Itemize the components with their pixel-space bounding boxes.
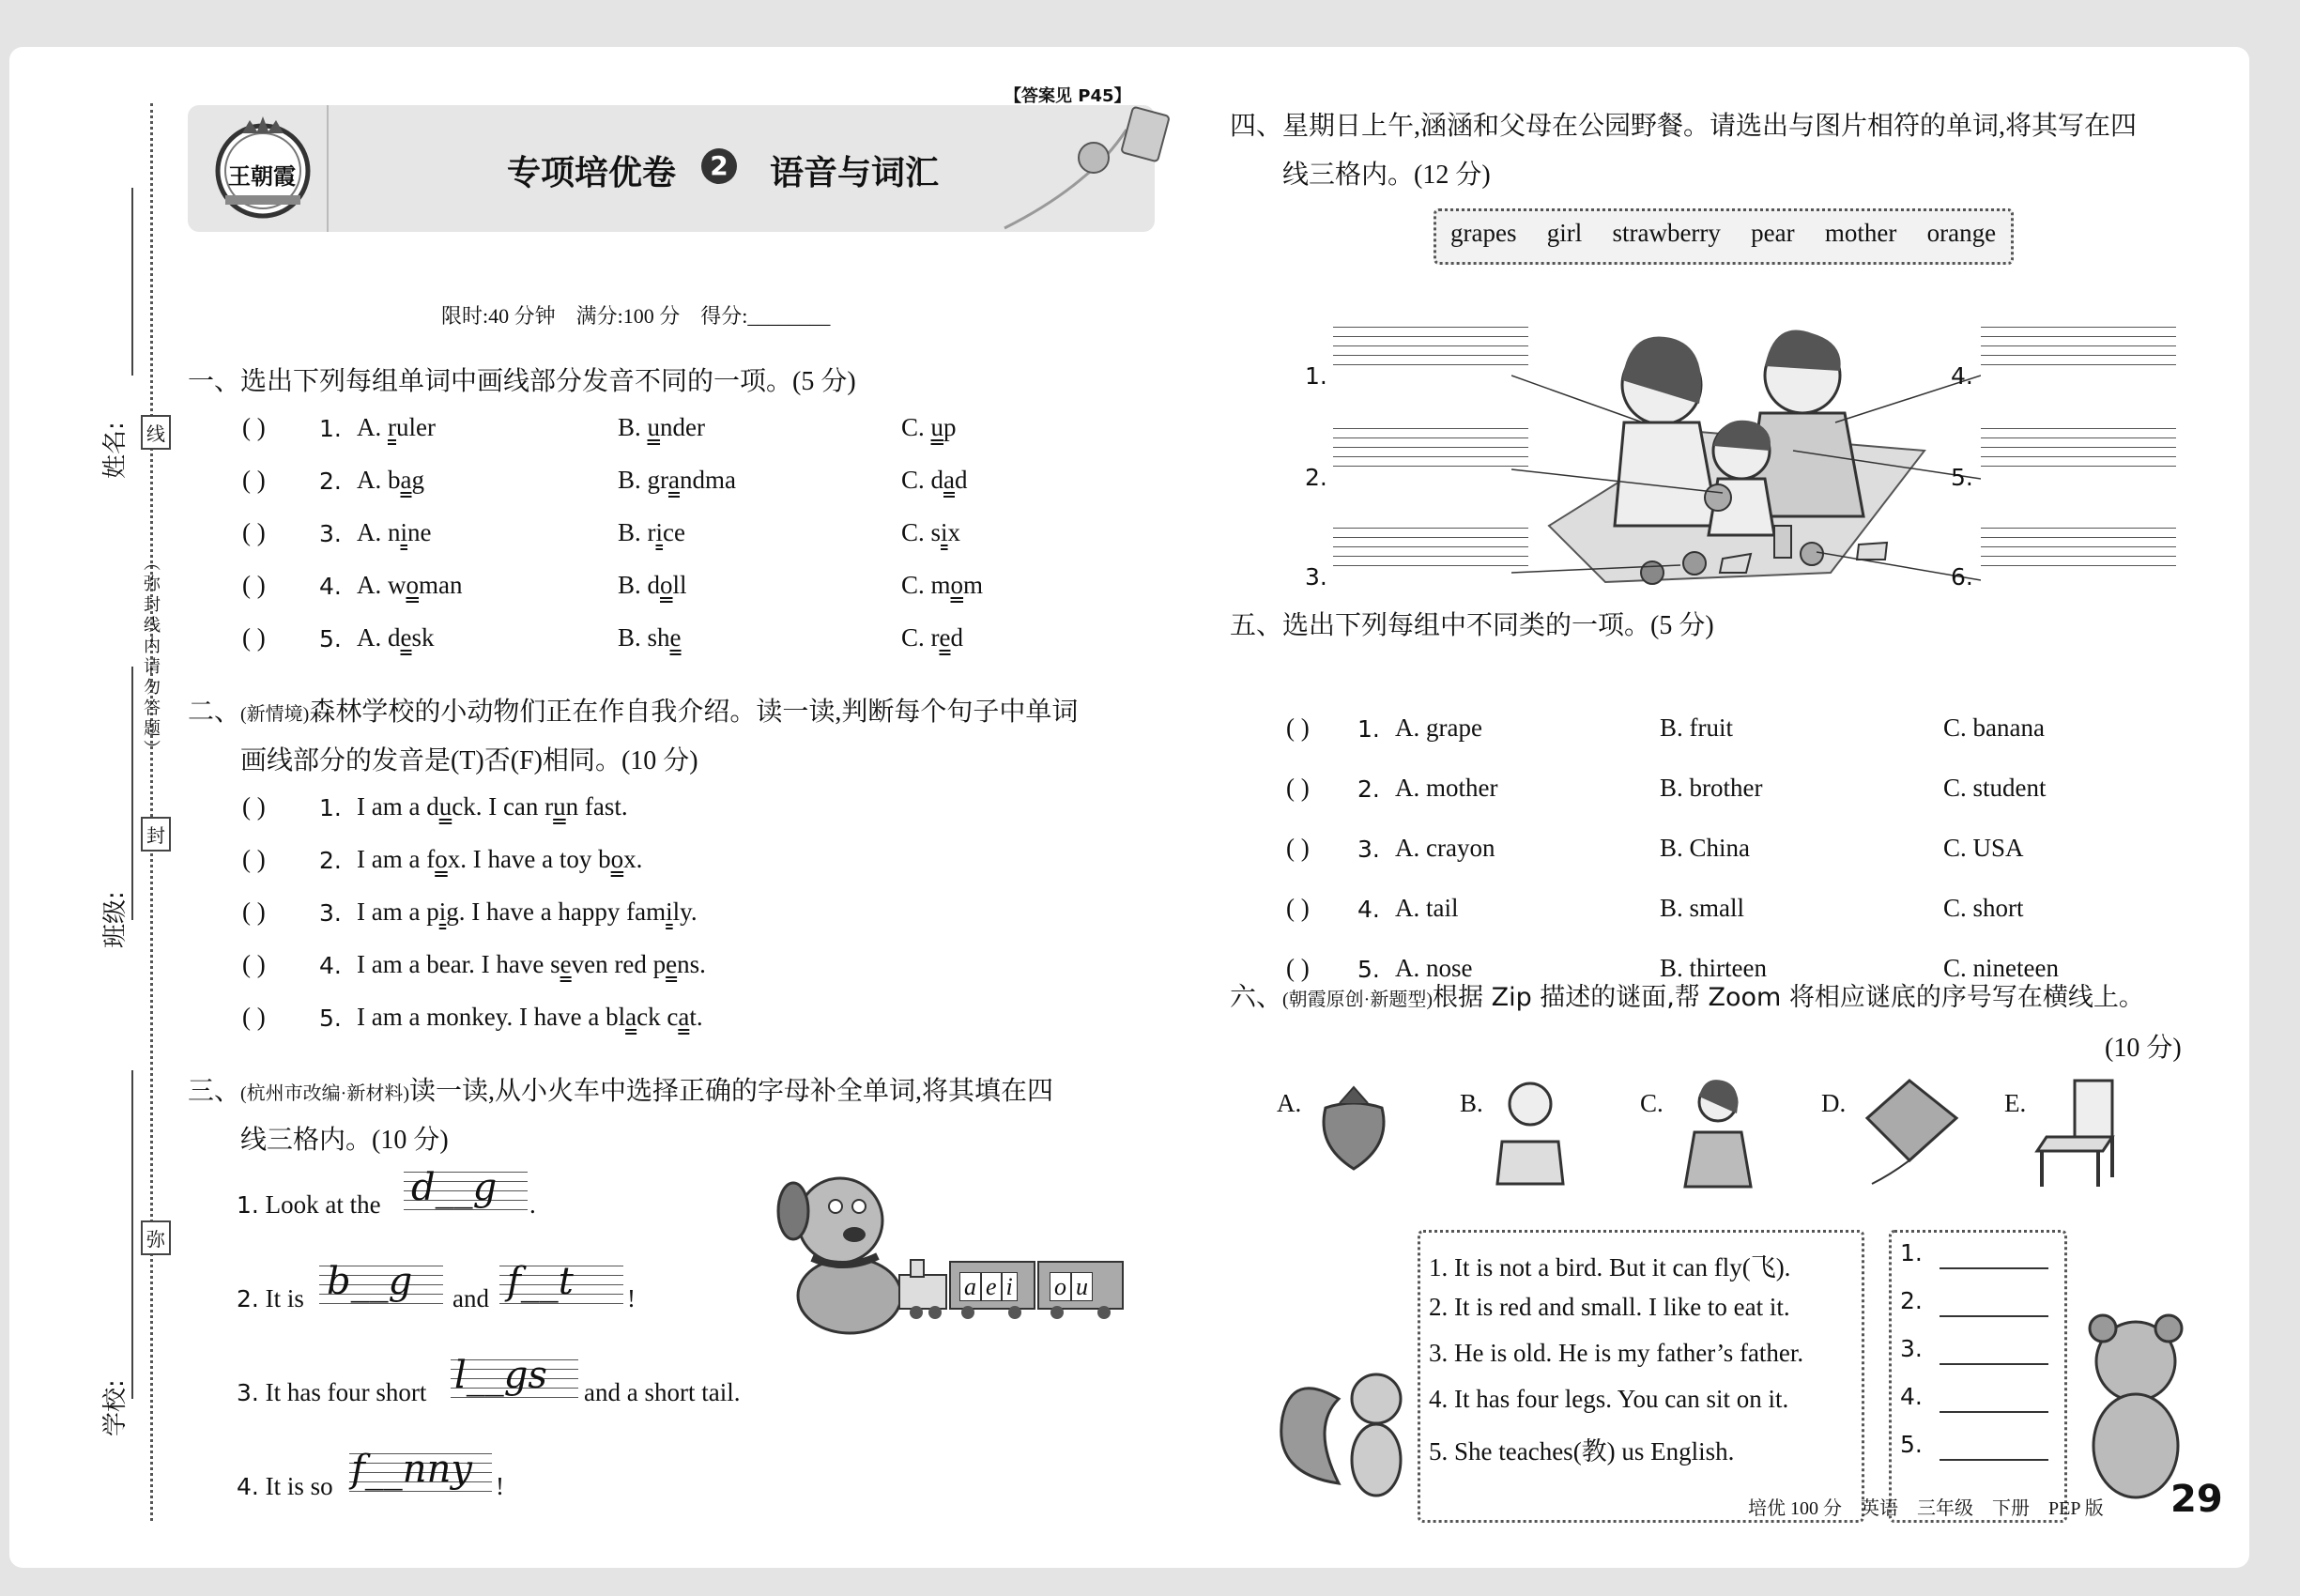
s1-option-c	[901, 571, 983, 600]
riddle-2: 2. It is red and small. I like to eat it.	[1429, 1293, 1790, 1321]
s4-label-2: 2.	[1305, 464, 1327, 491]
option-text: B. r	[618, 518, 656, 546]
option-text: C.	[901, 413, 931, 441]
sentence-text: ck c	[636, 1003, 679, 1031]
s5-item-number: 3.	[1357, 836, 1380, 863]
s5-paren: ( )	[1286, 834, 1310, 862]
s3-q2	[237, 1284, 304, 1313]
sentence-text: I am a monkey. I have a bl	[357, 1003, 626, 1031]
underlined-letter: a	[668, 466, 680, 494]
s2-paren: ( )	[242, 845, 266, 873]
s1-answer-blank[interactable]	[242, 623, 266, 652]
binding-line	[150, 103, 153, 1521]
s5-option-c: C. nineteen	[1943, 954, 2059, 982]
s2-item-number: 5.	[319, 1005, 342, 1032]
option-text: p	[943, 413, 957, 441]
s5-option-a: A. nose	[1395, 954, 1473, 982]
s1-answer-blank[interactable]	[242, 571, 266, 600]
sentence-text: g. I have a happy fam	[446, 898, 667, 926]
s6-main: 根据 Zip 描述的谜面,帮 Zoom 将相应谜底的序号写在横线上。	[1433, 983, 2144, 1012]
s2-sentence	[357, 1003, 703, 1032]
grandpa-picture	[1488, 1076, 1572, 1189]
s2-item-number: 3.	[319, 899, 342, 927]
s1-option-a	[357, 413, 436, 442]
s2-tag: (新情境)	[240, 704, 310, 725]
teacher-picture	[1671, 1076, 1765, 1189]
option-text: B. gr	[618, 466, 668, 494]
s4-label-6: 6.	[1951, 563, 1973, 591]
word-orange: orange	[1926, 219, 1997, 247]
s3-q1-num: 1.	[237, 1191, 259, 1219]
s4-write-lines-1[interactable]	[1333, 327, 1528, 365]
s1-option-b	[618, 466, 736, 495]
sentence-text: ven red p	[571, 950, 667, 978]
s5-option-a: A. grape	[1395, 714, 1482, 742]
s3-title	[188, 1070, 1053, 1108]
s4-title: 四、星期日上午,涵涵和父母在公园野餐。请选出与图片相符的单词,将其写在四	[1230, 112, 2138, 141]
s5-option-a: A. crayon	[1395, 834, 1495, 862]
s3-q2-word1: b__g	[327, 1260, 413, 1303]
s1-paren: ( )	[242, 518, 266, 546]
s1-option-b	[618, 623, 682, 652]
s4-title-cont: 线三格内。(12 分)	[1282, 161, 1491, 190]
s1-paren: ( )	[242, 571, 266, 599]
train-letters-2	[1050, 1273, 1093, 1301]
picnic-illustration	[1511, 291, 1981, 591]
option-d-label: D.	[1821, 1089, 1847, 1117]
answer-line-5[interactable]	[1940, 1459, 2048, 1461]
s1-option-a	[357, 518, 432, 547]
s1-option-a	[357, 571, 463, 600]
s2-paren: ( )	[242, 792, 266, 821]
s5-paren: ( )	[1286, 714, 1310, 742]
option-text: C. s	[901, 518, 942, 546]
option-text: ler	[408, 413, 436, 441]
underlined-letter: o	[950, 571, 964, 599]
s1-option-b	[618, 571, 687, 600]
underlined-letter: o	[406, 571, 419, 599]
brand-name: 王朝霞	[228, 165, 296, 190]
s2-item-number: 4.	[319, 952, 342, 979]
s5-option-b: B. thirteen	[1660, 954, 1767, 982]
s5-answer-blank[interactable]	[1286, 714, 1310, 743]
option-text: sk	[411, 623, 435, 652]
train-letter-o: o	[1050, 1272, 1071, 1301]
s1-option-c	[901, 413, 957, 442]
option-text: u	[396, 413, 409, 441]
s3-q1-word: d__g	[411, 1166, 498, 1209]
s3-q1-end: .	[529, 1190, 536, 1219]
s3-q3-num: 3.	[237, 1379, 259, 1406]
s3-q1-text: Look at the	[265, 1190, 381, 1219]
s2-paren: ( )	[242, 1003, 266, 1031]
s3-q3-text: It has four short	[265, 1378, 427, 1406]
s2-paren: ( )	[242, 950, 266, 978]
s1-option-a	[357, 466, 424, 495]
option-text: m	[963, 571, 984, 599]
option-text: C. m	[901, 571, 951, 599]
s5-paren: ( )	[1286, 774, 1310, 802]
answer-line-3[interactable]	[1940, 1363, 2048, 1365]
option-text: d	[950, 623, 963, 652]
underlined-letter: i	[666, 898, 673, 926]
train-letters-1	[959, 1273, 1018, 1301]
s5-item-number: 2.	[1357, 775, 1380, 803]
s2-title-cont: 画线部分的发音是(T)否(F)相同。(10 分)	[240, 746, 698, 775]
sentence-text: I am a f	[357, 845, 436, 873]
s3-q4-num: 4.	[237, 1473, 259, 1500]
s2-answer-blank[interactable]	[242, 950, 266, 979]
option-text: C. r	[901, 623, 940, 652]
underlined-letter: o	[435, 845, 448, 873]
underlined-letter: e	[400, 623, 412, 652]
s3-prefix: 三、	[188, 1077, 241, 1106]
sentence-text: I am a p	[357, 898, 439, 926]
name-label: 姓名:	[101, 422, 130, 479]
answer-ref: 【答案见 P45】	[1004, 86, 1131, 106]
underlined-letter: u	[438, 792, 452, 821]
underlined-letter: a	[678, 1003, 690, 1031]
sentence-text: ly.	[672, 898, 698, 926]
train-letter-a: a	[959, 1272, 981, 1301]
s4-label-1: 1.	[1305, 362, 1327, 390]
s4-write-lines-6[interactable]	[1981, 528, 2176, 566]
underlined-letter: i	[400, 518, 408, 546]
option-text: A. w	[357, 571, 406, 599]
s3-q2-num: 2.	[237, 1285, 259, 1312]
s5-item-number: 4.	[1357, 896, 1380, 923]
s1-item-number: 1.	[319, 415, 342, 442]
mark-seal: 封	[141, 817, 171, 852]
sentence-text: ck. I can r	[452, 792, 554, 821]
option-text: A.	[357, 413, 388, 441]
school-line	[131, 1070, 133, 1399]
s5-item-number: 5.	[1357, 956, 1380, 983]
underlined-letter: i	[438, 898, 447, 926]
s5-option-a: A. tail	[1395, 894, 1459, 922]
s6-prefix: 六、	[1230, 983, 1283, 1012]
s1-option-c	[901, 518, 960, 547]
s1-answer-blank[interactable]	[242, 518, 266, 547]
underlined-letter: o	[610, 845, 624, 873]
s2-sentence	[357, 792, 628, 821]
class-label: 班级:	[101, 891, 130, 948]
kite-picture	[1853, 1076, 1966, 1189]
mark-line: 线	[141, 415, 171, 450]
worksheet-page	[9, 47, 2249, 1568]
s3-q1	[237, 1190, 381, 1220]
s1-title: 一、选出下列每组单词中画线部分发音不同的一项。(5 分)	[188, 367, 856, 396]
s4-label-4: 4.	[1951, 362, 1973, 390]
s5-option-c: C. banana	[1943, 714, 2045, 742]
word-grapes: grapes	[1450, 219, 1517, 247]
s3-q3	[237, 1378, 426, 1407]
s2-main: 森林学校的小动物们正在作自我介绍。读一读,判断每个句子中单词	[309, 698, 1079, 727]
s4-label-3: 3.	[1305, 563, 1327, 591]
s3-title-cont: 线三格内。(10 分)	[240, 1126, 449, 1155]
class-line	[131, 667, 133, 920]
option-text: ne	[407, 518, 432, 546]
s5-answer-blank[interactable]	[1286, 834, 1310, 863]
sentence-text: n fast.	[565, 792, 628, 821]
title-number: 2	[701, 148, 737, 184]
word-girl: girl	[1546, 219, 1583, 247]
option-text: B. d	[618, 571, 661, 599]
sentence-text: x.	[623, 845, 643, 873]
s2-prefix: 二、	[188, 698, 241, 727]
s2-sentence	[357, 845, 642, 874]
s5-paren: ( )	[1286, 894, 1310, 922]
strawberry-picture	[1307, 1080, 1401, 1174]
answer-label-2: 2.	[1900, 1287, 1923, 1314]
banner-divider	[327, 105, 329, 232]
s2-answer-blank[interactable]	[242, 898, 266, 927]
s5-answer-blank[interactable]	[1286, 954, 1310, 983]
time-info: 限时:40 分钟 满分:100 分 得分:________	[441, 304, 831, 328]
answer-label-1: 1.	[1900, 1239, 1923, 1266]
s5-item-number: 1.	[1357, 715, 1380, 743]
s3-main: 读一读,从小火车中选择正确的字母补全单词,将其填在四	[409, 1077, 1054, 1106]
s2-item-number: 1.	[319, 794, 342, 821]
s4-label-5: 5.	[1951, 464, 1973, 491]
riddle-5: 5. She teaches(教) us English.	[1429, 1437, 1735, 1466]
banner-illustration	[995, 101, 1173, 233]
riddle-4: 4. It has four legs. You can sit on it.	[1429, 1385, 1789, 1413]
s5-option-b: B. China	[1660, 834, 1751, 862]
underlined-letter: e	[560, 950, 572, 978]
option-text: man	[419, 571, 463, 599]
riddle-3: 3. He is old. He is my father’s father.	[1429, 1339, 1804, 1367]
option-text: B.	[618, 413, 648, 441]
option-text: C. d	[901, 466, 944, 494]
train-letter-e: e	[981, 1272, 1002, 1301]
underlined-letter: u	[930, 413, 944, 441]
s4-write-lines-5[interactable]	[1981, 428, 2176, 467]
answer-label-4: 4.	[1900, 1383, 1923, 1410]
s2-answer-blank[interactable]	[242, 1003, 266, 1032]
underlined-letter: i	[941, 518, 948, 546]
binding-notice: （弥封线内请勿答题）	[142, 554, 161, 760]
underlined-letter: i	[655, 518, 664, 546]
option-text: A. d	[357, 623, 401, 652]
s4-write-lines-4[interactable]	[1981, 327, 2176, 365]
s3-q4-end: !	[496, 1472, 504, 1500]
s3-q4-word: f__nny	[351, 1448, 472, 1491]
option-text: ll	[672, 571, 687, 599]
s1-option-c	[901, 466, 968, 495]
s1-paren: ( )	[242, 413, 266, 441]
school-label: 学校:	[101, 1379, 130, 1436]
underlined-letter: u	[553, 792, 566, 821]
sentence-text: I am a bear. I have s	[357, 950, 560, 978]
s5-option-c: C. student	[1943, 774, 2047, 802]
footer-info: 培优 100 分 英语 三年级 下册 PEP 版	[1748, 1498, 2104, 1519]
page-number: 29	[2170, 1478, 2223, 1521]
word-strawberry: strawberry	[1612, 219, 1721, 247]
s1-option-c	[901, 623, 963, 652]
sentence-text: I am a d	[357, 792, 439, 821]
s3-q3-end: and a short tail.	[584, 1378, 741, 1406]
option-text: nder	[660, 413, 705, 441]
word-pear: pear	[1751, 219, 1795, 247]
dog-illustration	[770, 1155, 911, 1343]
underlined-letter: e	[666, 950, 678, 978]
s1-item-number: 2.	[319, 468, 342, 495]
s5-answer-blank[interactable]	[1286, 774, 1310, 803]
underlined-letter: a	[943, 466, 955, 494]
underlined-letter: a	[625, 1003, 637, 1031]
s2-answer-blank[interactable]	[242, 845, 266, 874]
sentence-text: x. I have a toy b	[447, 845, 611, 873]
s3-q2-end: !	[627, 1284, 636, 1312]
s1-item-number: 3.	[319, 520, 342, 547]
option-text: A. b	[357, 466, 401, 494]
underlined-letter: e	[939, 623, 951, 652]
s2-title	[188, 691, 1078, 729]
chair-picture	[2032, 1076, 2126, 1189]
sentence-text: ns.	[677, 950, 706, 978]
s3-tag: (杭州市改编·新材料)	[240, 1083, 409, 1104]
s2-sentence	[357, 950, 706, 979]
option-text: g	[411, 466, 424, 494]
s5-option-b: B. fruit	[1660, 714, 1733, 742]
s2-item-number: 2.	[319, 847, 342, 874]
s5-option-a: A. mother	[1395, 774, 1498, 802]
name-line	[131, 188, 133, 376]
riddle-1: 1. It is not a bird. But it can fly(飞).	[1429, 1253, 1791, 1281]
s3-q2-word2: f__t	[507, 1260, 574, 1303]
train-letter-u: u	[1071, 1272, 1093, 1301]
s3-q2-mid: and	[452, 1284, 489, 1312]
s5-option-b: B. small	[1660, 894, 1745, 922]
s3-q4	[237, 1472, 333, 1501]
s1-item-number: 4.	[319, 573, 342, 600]
answer-box	[1889, 1230, 2067, 1523]
sentence-text: t.	[689, 1003, 703, 1031]
s1-option-b	[618, 413, 705, 442]
answer-line-1[interactable]	[1940, 1267, 2048, 1269]
underlined-letter: a	[400, 466, 412, 494]
underlined-letter: e	[669, 623, 682, 652]
s3-q3-word: l__gs	[454, 1354, 547, 1397]
s1-answer-blank[interactable]	[242, 466, 266, 495]
s3-q2-text: It is	[265, 1284, 304, 1312]
mark-tight: 弥	[141, 1220, 171, 1255]
s3-q4-text: It is so	[265, 1472, 333, 1500]
answer-label-5: 5.	[1900, 1431, 1923, 1458]
s5-paren: ( )	[1286, 954, 1310, 982]
s5-option-c: C. USA	[1943, 834, 2024, 862]
s6-tag: (朝霞原创·新题型)	[1282, 990, 1433, 1010]
word-mother: mother	[1824, 219, 1897, 247]
option-text: ce	[663, 518, 685, 546]
s2-answer-blank[interactable]	[242, 792, 266, 821]
option-b-label: B.	[1460, 1089, 1483, 1117]
option-text: ndma	[679, 466, 736, 494]
option-c-label: C.	[1640, 1089, 1664, 1117]
answer-label-3: 3.	[1900, 1335, 1923, 1362]
s5-title: 五、选出下列每组中不同类的一项。(5 分)	[1230, 611, 1714, 640]
s5-answer-blank[interactable]	[1286, 894, 1310, 923]
s4-write-lines-3[interactable]	[1333, 528, 1528, 566]
answer-line-2[interactable]	[1940, 1315, 2048, 1317]
s4-word-list	[1450, 219, 1996, 248]
underlined-letter: r	[388, 413, 396, 441]
title-prefix: 专项培优卷	[507, 154, 677, 192]
underlined-letter: o	[660, 571, 673, 599]
s6-score: (10 分)	[2105, 1034, 2182, 1063]
s1-answer-blank[interactable]	[242, 413, 266, 442]
s1-paren: ( )	[242, 466, 266, 494]
train-letter-i: i	[1002, 1272, 1018, 1301]
answer-line-4[interactable]	[1940, 1411, 2048, 1413]
underlined-letter: u	[647, 413, 661, 441]
title-topic: 语音与词汇	[770, 154, 940, 192]
option-text: A. n	[357, 518, 401, 546]
option-text: B. sh	[618, 623, 670, 652]
s5-option-b: B. brother	[1660, 774, 1763, 802]
s2-sentence	[357, 898, 698, 927]
option-text: x	[947, 518, 961, 546]
s1-item-number: 5.	[319, 625, 342, 652]
s4-write-lines-2[interactable]	[1333, 428, 1528, 467]
s1-paren: ( )	[242, 623, 266, 652]
s2-paren: ( )	[242, 898, 266, 926]
option-a-label: A.	[1277, 1089, 1302, 1117]
squirrel-zip	[1273, 1343, 1414, 1512]
s1-option-b	[618, 518, 685, 547]
option-text: d	[955, 466, 968, 494]
option-e-label: E.	[2004, 1089, 2027, 1117]
s5-option-c: C. short	[1943, 894, 2024, 922]
s1-option-a	[357, 623, 435, 652]
